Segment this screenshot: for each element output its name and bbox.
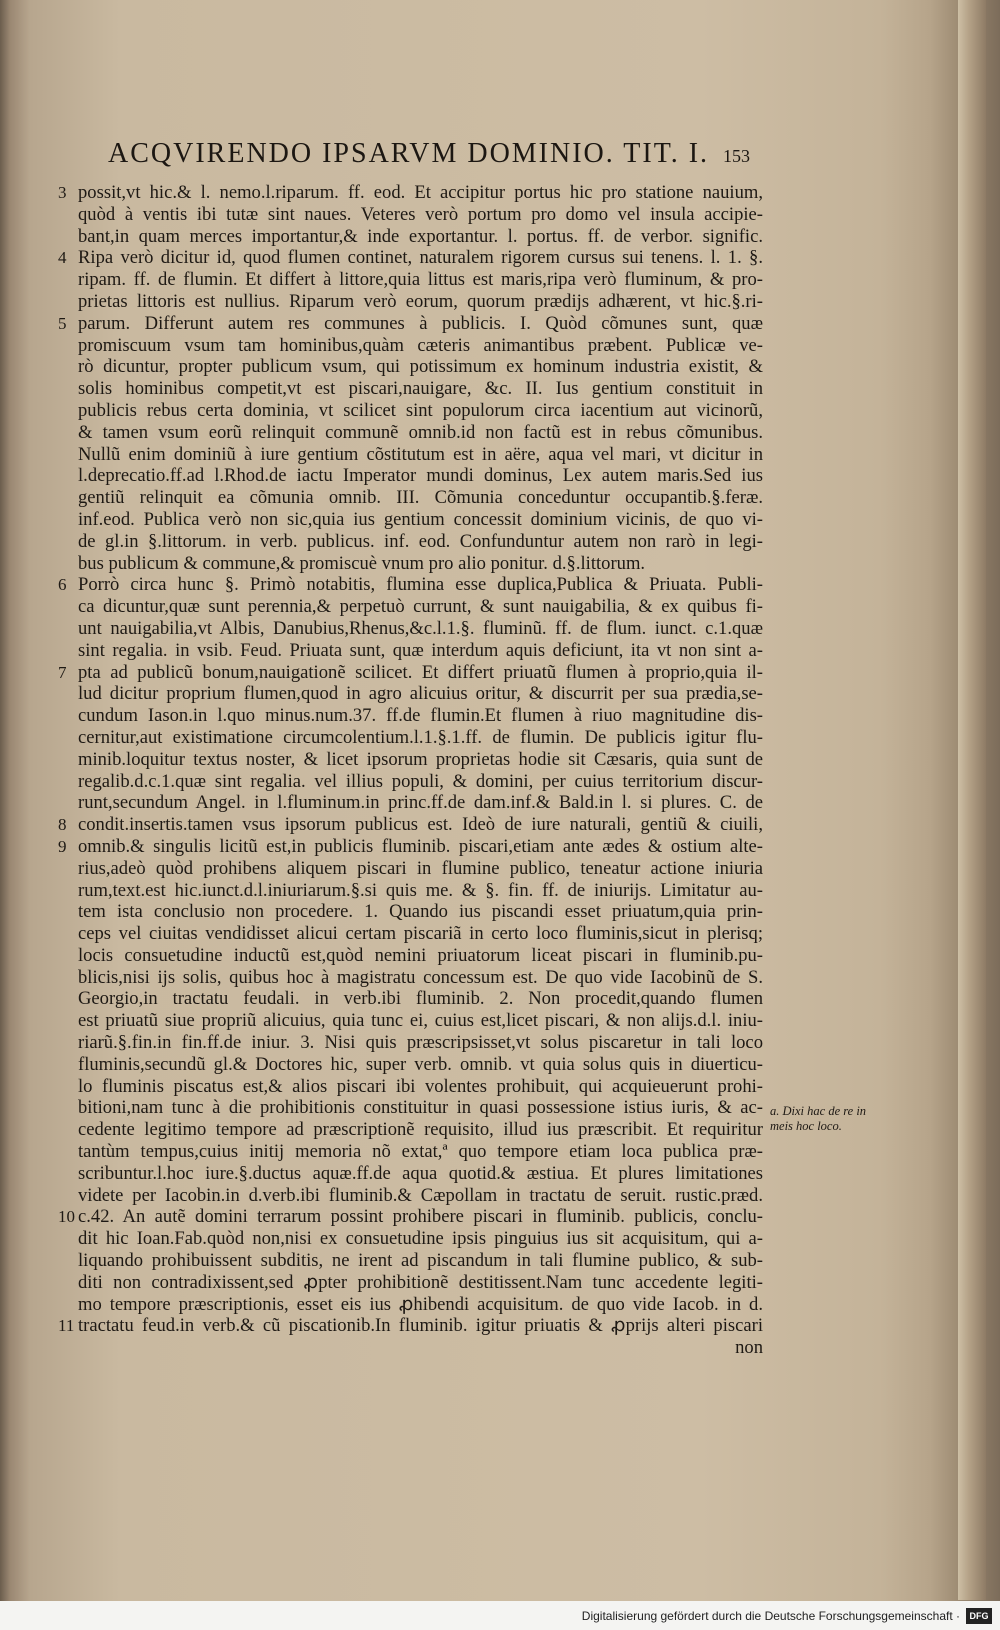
margin-line-number <box>58 335 78 357</box>
text-line <box>58 247 763 269</box>
line-text: ripam. ff. de flumin. Et differt à littore,quia littus est maris,ripa verò fluminum, & pro- <box>78 269 763 291</box>
footer-bar <box>0 1601 1000 1630</box>
margin-line-number <box>58 1272 78 1294</box>
margin-line-number <box>58 1294 78 1316</box>
line-text: sint regalia. in vsib. Feud. Priuata sunt, quæ interdum aquis deficiunt, ita vt non sint a- <box>78 639 763 661</box>
margin-line-number <box>58 618 78 640</box>
text-line <box>58 1119 763 1141</box>
line-text: unt nauigabilia,vt Albis, Danubius,Rhenus,&c.l.1.§. fluminũ. ff. de flum. iunct. c.1.quæ <box>78 617 763 639</box>
text-line <box>58 531 763 553</box>
margin-line-number <box>58 771 78 793</box>
line-text: quòd à ventis ibi tutæ sint naues. Veteres verò portum pro domo vel insula accipie- <box>78 203 763 225</box>
line-text: lud dicitur proprium flumen,quod in agro alicuius oritur, & discurrit per sua prædia,se- <box>78 683 763 705</box>
line-text: regalib.d.c.1.quæ sint regalia. vel illius populi, & domini, per cuius territorium discur- <box>78 770 763 792</box>
margin-line-number <box>58 1337 78 1359</box>
margin-line-number <box>58 1163 78 1185</box>
margin-line-number: 4 <box>58 248 67 268</box>
text-line <box>58 988 763 1010</box>
margin-line-number <box>58 858 78 880</box>
margin-line-number <box>58 640 78 662</box>
running-head <box>108 138 758 178</box>
line-text: promiscuum vsum tam hominibus,quàm cæteris animantibus præbent. Publicæ ve- <box>78 334 763 356</box>
text-line <box>58 1315 763 1337</box>
line-text: fluminis,secundũ gl.& Doctores hic, super verb. omnib. vt quia solus quis in diuerticu- <box>78 1053 763 1075</box>
line-text: possit,vt hic.& l. nemo.l.riparum. ff. eod. Et accipitur portus hic pro statione nauium, <box>78 182 763 203</box>
margin-line-number <box>58 509 78 531</box>
margin-line-number <box>58 705 78 727</box>
line-text: bus publicum & commune,& promiscuè vnum pro alio ponitur. d.§.littorum. <box>78 552 646 574</box>
line-text: tem ista conclusio non procedere. 1. Quando ius piscandi esset priuatum,quia prin- <box>78 901 763 923</box>
margin-line-number <box>58 291 78 313</box>
line-text: rum,text.est hic.iunct.d.l.iniuriarum.§.si quis me. & §. fin. ff. de iniurijs. Limitatur au- <box>78 879 763 901</box>
line-text: Georgio,in tractatu feudali. in verb.ibi fluminib. 2. Non procedit,quando flumen <box>78 988 763 1010</box>
line-text: solis hominibus competit,vt est piscari,nauigare, &c. II. Ius gentium constituit in <box>78 378 763 400</box>
margin-line-number <box>58 378 78 400</box>
line-text: rius,adeò quòd prohibens aliquem piscari in flumine publico, teneatur actione iniuria <box>78 857 763 879</box>
margin-line-number <box>58 1185 78 1207</box>
margin-line-number <box>58 204 78 226</box>
line-text: tantùm tempus,cuius initij memoria nõ extat,ª quo tempore etiam loca publica præ- <box>78 1141 763 1163</box>
text-line <box>58 596 763 618</box>
line-text: Ripa verò dicitur id, quod flumen continet, naturalem rigorem cursus sui tenens. l. 1. §. <box>78 247 763 269</box>
text-line <box>58 727 763 749</box>
text-line <box>58 923 763 945</box>
text-line <box>58 182 763 204</box>
margin-line-number <box>58 444 78 466</box>
text-line <box>58 618 763 640</box>
line-text: rò dicuntur, propter publicum vsum, qui potissimum ex hominum industria existit, & <box>78 356 763 378</box>
margin-line-number: 11 <box>58 1316 75 1336</box>
margin-line-number <box>58 923 78 945</box>
line-text: cernitur,aut existimatione circumcolentium.l.1.§.1.ff. de flumin. De publicis igitur flu- <box>78 726 763 748</box>
margin-line-number <box>58 226 78 248</box>
text-line <box>58 378 763 400</box>
line-text: bitioni,nam tunc à die prohibitionis constituitur in quasi possessione istius iuris, & ac- <box>78 1097 763 1119</box>
running-title: ACQVIRENDO IPSARVM DOMINIO. TIT. I. <box>108 138 710 169</box>
page-edge <box>958 0 986 1600</box>
line-text: liquando prohibuissent subditis, ne irent ad piscandum in tali flumine publico, & sub- <box>78 1250 763 1272</box>
text-line <box>58 400 763 422</box>
margin-line-number <box>58 792 78 814</box>
line-text: c.42. An autẽ domini terrarum possint prohibere piscari in fluminib. publicis, conclu- <box>78 1206 763 1228</box>
catchword: non <box>735 1337 763 1359</box>
margin-line-number: 10 <box>58 1207 75 1227</box>
line-text: pta ad publicũ bonum,nauigationẽ scilicet. Et differt priuatũ flumen à proprio,quia il- <box>78 661 763 683</box>
margin-line-number: 5 <box>58 313 67 333</box>
margin-line-number <box>58 683 78 705</box>
line-text: l.deprecatio.ff.ad l.Rhod.de iactu Imperator mundi dominus, Lex autem maris.Sed ius <box>78 465 763 487</box>
text-line <box>58 640 763 662</box>
margin-note: a. Dixi hac de re in meis hoc loco. <box>770 1104 867 1133</box>
margin-line-number: 6 <box>58 575 67 595</box>
text-line <box>58 1185 763 1207</box>
margin-line-number <box>58 1054 78 1076</box>
text-line <box>58 291 763 313</box>
text-line <box>58 749 763 771</box>
text-line <box>58 1228 763 1250</box>
margin-line-number <box>58 945 78 967</box>
text-line <box>58 705 763 727</box>
margin-line-number <box>58 269 78 291</box>
line-text: locis consuetudine inductũ est,quòd nemini priuatorum liceat piscari in fluminib.pu- <box>78 944 763 966</box>
margin-line-number <box>58 422 78 444</box>
text-line <box>58 836 763 858</box>
line-text: Porrò circa hunc §. Primò notabitis, flumina esse duplica,Publica & Priuata. Publi- <box>78 574 763 596</box>
margin-line-number <box>58 1097 78 1119</box>
text-line <box>58 553 763 575</box>
line-text: est priuatũ siue propriũ alicuius, quia tunc ei, cuius est,licet piscari, & non alijs.d.l. iniu- <box>78 1010 763 1032</box>
line-text: minib.loquitur textus noster, & licet ipsorum proprietas hodie sit Cæsaris, quia sunt de <box>78 748 763 770</box>
line-text: gentiũ relinquit ea cõmunia omnib. III. Cõmunia conceduntur occupantib.§.feræ. <box>78 487 763 509</box>
margin-line-number <box>58 596 78 618</box>
text-line <box>58 1272 763 1294</box>
text-line <box>58 1076 763 1098</box>
line-text: de gl.in §.littorum. in verb. publicus. inf. eod. Confunduntur autem non rarò in legi- <box>78 530 763 552</box>
dfg-logo: DFG <box>966 1608 992 1624</box>
text-line <box>58 226 763 248</box>
margin-line-number <box>58 1076 78 1098</box>
line-text: ceps vel ciuitas vendidisset alicui certam piscariã in certo loco fluminis,sicut in plerisq; <box>78 923 763 945</box>
margin-line-number <box>58 400 78 422</box>
line-text: videte per Iacobin.in d.verb.ibi fluminib.& Cæpollam in tractatu de seruit. rustic.præd. <box>78 1184 763 1206</box>
text-line <box>58 509 763 531</box>
text-line <box>58 356 763 378</box>
margin-line-number: 7 <box>58 662 67 682</box>
text-line <box>58 1097 763 1119</box>
text-line <box>58 1010 763 1032</box>
line-text: tractatu feud.in verb.& cũ piscationib.In fluminib. igitur priuatis & ꝓprijs alteri piscari <box>78 1315 763 1337</box>
line-text: publicis rebus certa dominia, vt scilicet sint populorum circa iacentium aut vicinorũ, <box>78 399 763 421</box>
line-text: blicis,nisi ijs solis, quibus hoc à magistratu concessum est. De quo vide Iacobinũ de S. <box>78 966 763 988</box>
margin-line-number: 9 <box>58 836 67 856</box>
text-line <box>58 1163 763 1185</box>
margin-line-number: 3 <box>58 183 67 202</box>
margin-line-number <box>58 1250 78 1272</box>
margin-line-number <box>58 727 78 749</box>
line-text: scribuntur.l.hoc iure.§.ductus aquæ.ff.de aqua quotid.& æstiua. Et plures limitationes <box>78 1162 763 1184</box>
line-text: dit hic Ioan.Fab.quòd non,nisi ex consuetudine ipsis pinguius ius sit acquisitum, qui a- <box>78 1228 763 1250</box>
line-text: & tamen vsum eorũ relinquit communẽ omnib.id non factũ est in rebus cõmunibus. <box>78 421 763 443</box>
line-text: mo tempore præscriptionis, esset eis ius ꝓhibendi acquisitum. de quo vide Iacob. in d. <box>78 1293 763 1315</box>
margin-line-number <box>58 465 78 487</box>
text-line <box>58 465 763 487</box>
footer-text: Digitalisierung gefördert durch die Deutsche Forschungsgemeinschaft · <box>581 1608 960 1623</box>
text-line <box>58 1032 763 1054</box>
margin-line-number: 8 <box>58 815 67 835</box>
text-line <box>58 814 763 836</box>
text-line <box>58 313 763 335</box>
margin-line-number <box>58 988 78 1010</box>
line-text: runt,secundum Angel. in l.fluminum.in princ.ff.de dam.inf.& Bald.in l. si plures. C. de <box>78 792 763 814</box>
text-line <box>58 422 763 444</box>
text-line <box>58 204 763 226</box>
text-line <box>58 1141 763 1163</box>
margin-line-number <box>58 531 78 553</box>
text-line <box>58 269 763 291</box>
line-text: riarũ.§.fin.in fin.ff.de iniur. 3. Nisi quis præscripsisset,vt solus piscaretur in tali loco <box>78 1032 763 1054</box>
line-text: diti non contradixissent,sed ꝓpter prohibitionẽ destitissent.Nam tunc accedente legiti- <box>78 1271 763 1293</box>
text-line <box>58 574 763 596</box>
line-text: Nullũ enim dominiũ à iure gentium cõstitutum est in aëre, aqua vel mari, vt dicitur in <box>78 443 763 465</box>
text-line <box>58 1206 763 1228</box>
margin-line-number <box>58 749 78 771</box>
margin-line-number <box>58 1010 78 1032</box>
text-line <box>58 858 763 880</box>
margin-line-number <box>58 356 78 378</box>
line-text: condit.insertis.tamen vsus ipsorum publicus est. Ideò de iure naturali, gentiũ & ciuili, <box>78 814 763 836</box>
text-line <box>58 1054 763 1076</box>
margin-line-number <box>58 1141 78 1163</box>
line-text: ca dicuntur,quæ sunt perennia,& perpetuò currunt, & sunt nauigabilia, & ex quibus fi- <box>78 596 763 618</box>
text-line <box>58 945 763 967</box>
text-line <box>58 662 763 684</box>
text-line <box>58 771 763 793</box>
text-line <box>58 487 763 509</box>
text-line <box>58 967 763 989</box>
line-text: prietas littoris est nullius. Riparum verò eorum, quorum prædijs adhærent, vt hic.§.ri- <box>78 290 763 312</box>
line-text: bant,in quam merces importantur,& inde exportantur. l. portus. ff. de verbor. signific. <box>78 225 763 247</box>
margin-line-number <box>58 1228 78 1250</box>
page-number: 153 <box>723 146 750 166</box>
text-line <box>58 901 763 923</box>
text-line <box>58 792 763 814</box>
margin-line-number <box>58 553 78 575</box>
margin-line-number <box>58 967 78 989</box>
line-text: cedente legitimo tempore ad præscriptionẽ requisito, illud ius præscribit. Et requiritur <box>78 1119 763 1141</box>
text-block <box>58 182 763 1359</box>
line-text: inf.eod. Publica verò non sic,quia ius gentium concessit dominium vicinis, de quo vi- <box>78 508 763 530</box>
catchword-line <box>58 1337 763 1359</box>
text-line <box>58 880 763 902</box>
text-line <box>58 444 763 466</box>
line-text: lo fluminis piscatus est,& alios piscari ibi volentes prohibuit, qui acquieuerunt prohi- <box>78 1075 763 1097</box>
margin-line-number <box>58 1032 78 1054</box>
margin-line-number <box>58 487 78 509</box>
text-line <box>58 335 763 357</box>
line-text: omnib.& singulis licitũ est,in publicis fluminib. piscari,etiam ante ædes & ostium alte- <box>78 835 763 857</box>
margin-line-number <box>58 880 78 902</box>
text-line <box>58 1250 763 1272</box>
margin-line-number <box>58 901 78 923</box>
line-text: cundum Iason.in l.quo minus.num.37. ff.de flumin.Et flumen à riuo magnitudine dis- <box>78 705 763 727</box>
text-line <box>58 683 763 705</box>
line-text: parum. Differunt autem res communes à publicis. I. Quòd cõmunes sunt, quæ <box>78 312 763 334</box>
margin-line-number <box>58 1119 78 1141</box>
text-line <box>58 1294 763 1316</box>
